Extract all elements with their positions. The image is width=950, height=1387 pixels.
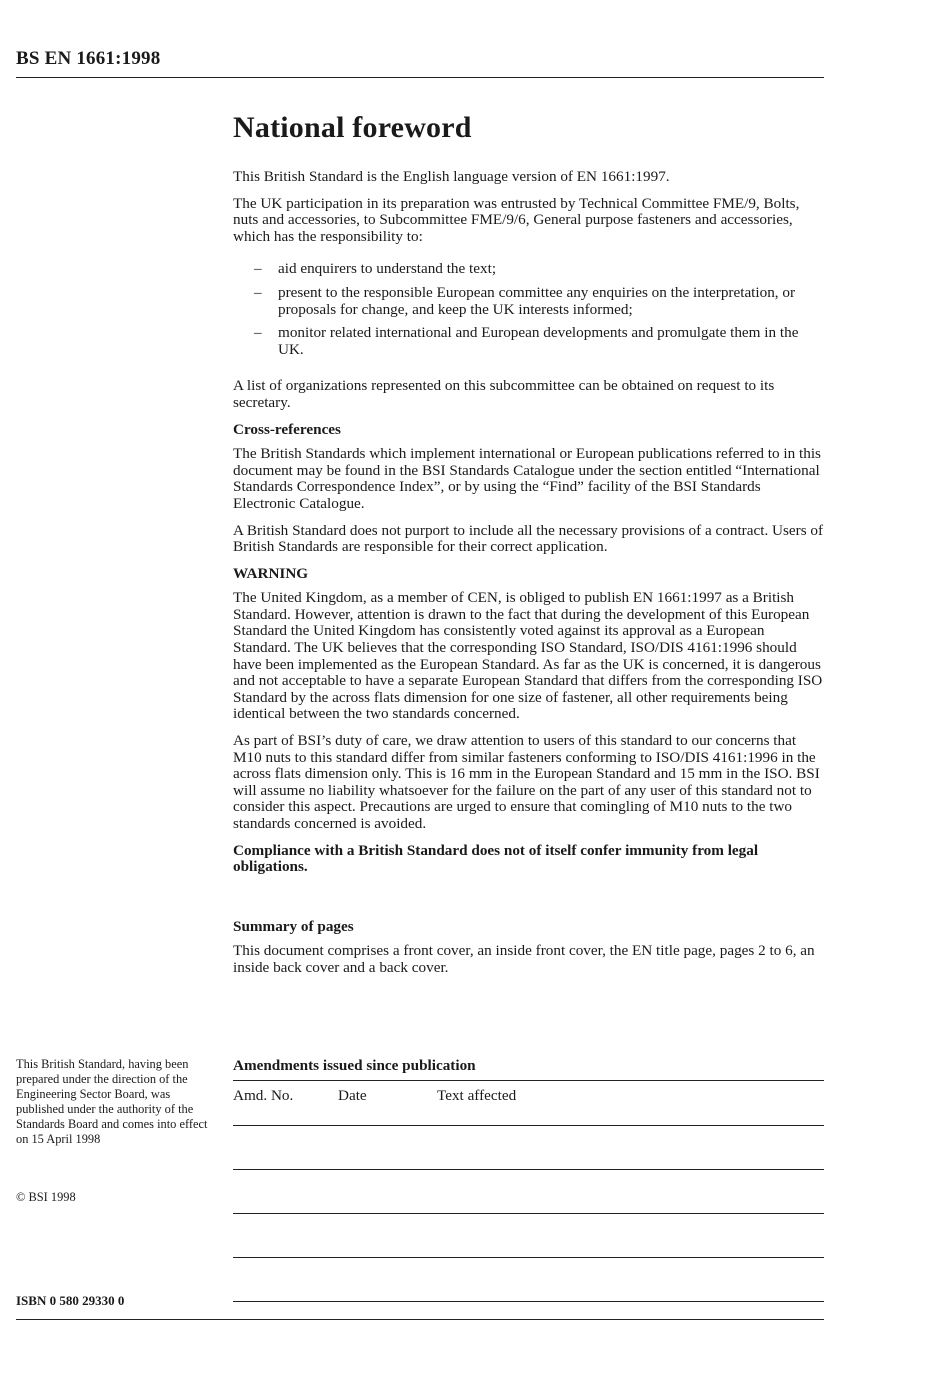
amendments-heading: Amendments issued since publication — [233, 1056, 824, 1081]
table-row — [233, 1214, 824, 1258]
responsibility-list — [233, 261, 825, 358]
publication-note: This British Standard, having been prepared under the direction of the Engineering Sector Board, was published under the authority of the Standards Board and comes into effect on 15 April 1998 — [16, 1057, 208, 1146]
warning-paragraph: The United Kingdom, as a member of CEN, is obliged to publish EN 1661:1997 as a British Standard. However, attention is drawn to the fact that during the development of this European Standard the United Kingdom has consistently voted against its approval as a European Standard. The UK believes that the corresponding ISO Standard, ISO/DIS 4161:1996 should have been implemented as the European Standard. As far as the UK is concerned, it is dangerous and not acceptable to have a separate European Standard that differs from the corresponding ISO Standard by the across flats dimension for one size of fastener, all other requirements being identical between the two standards concerned. — [233, 589, 823, 723]
warning-heading: WARNING — [233, 564, 309, 582]
page-title: National foreword — [233, 111, 472, 144]
compliance-statement: Compliance with a British Standard does not of itself confer immunity from legal obligations. — [233, 841, 759, 876]
footer-rule — [16, 1319, 824, 1320]
column-text-affected: Text affected — [437, 1087, 517, 1104]
amendments-header-row — [233, 1081, 824, 1126]
document-id: BS EN 1661:1998 — [16, 48, 161, 69]
cross-references-paragraph: The British Standards which implement international or European publications referred to in this document may be found in the BSI Standards Catalogue under the section entitled “International Standards Correspondence Index”, or by using the “Find” facility of the BSI Standards Electronic Catalogue. — [233, 445, 821, 512]
organizations-paragraph: A list of organizations represented on this subcommittee can be obtained on request to its secretary. — [233, 377, 775, 411]
copyright: © BSI 1998 — [16, 1190, 76, 1204]
purport-paragraph: A British Standard does not purport to include all the necessary provisions of a contract. Users of British Standards are responsible for their correct application. — [233, 521, 824, 556]
cross-references-heading: Cross-references — [233, 420, 341, 438]
summary-of-pages-paragraph: This document comprises a front cover, an inside front cover, the EN title page, pages 2 to 6, an inside back cover and a back cover. — [233, 942, 815, 976]
duty-of-care-paragraph: As part of BSI’s duty of care, we draw attention to users of this standard to our concerns that M10 nuts to this standard differ from similar fasteners conforming to ISO/DIS 4161:1996 in the across flats dimension only. This is 16 mm in the European Standard and 15 mm in the ISO. BSI will assume no liability whatsoever for the failure on the part of any user of this standard not to consider this aspect. Precautions are urged to ensure that comingling of M10 nuts to the two standards concerned is avoided. — [233, 732, 820, 832]
foreword-body — [233, 110, 825, 987]
list-item: – present to the responsible European committee any enquiries on the interpretation, or proposals for change, and keep the UK interests informed; — [278, 285, 825, 318]
intro-paragraph: This British Standard is the English language version of EN 1661:1997. — [233, 168, 670, 185]
summary-of-pages-heading: Summary of pages — [233, 917, 354, 935]
list-item: – aid enquirers to understand the text; — [278, 261, 825, 278]
table-row — [233, 1126, 824, 1170]
isbn: ISBN 0 580 29330 0 — [16, 1293, 125, 1308]
table-row — [233, 1258, 824, 1302]
table-row — [233, 1170, 824, 1214]
header-rule — [16, 77, 824, 78]
column-amd-no: Amd. No. — [233, 1087, 294, 1104]
amendments-table — [233, 1056, 824, 1302]
column-date: Date — [338, 1087, 367, 1104]
participation-paragraph: The UK participation in its preparation was entrusted by Technical Committee FME/9, Bolts, nuts and accessories, to Subcommittee FME/9/6, General purpose fasteners and accessories, which has the responsibility to: — [233, 194, 800, 245]
list-item: – monitor related international and European developments and promulgate them in the UK. — [278, 325, 825, 358]
